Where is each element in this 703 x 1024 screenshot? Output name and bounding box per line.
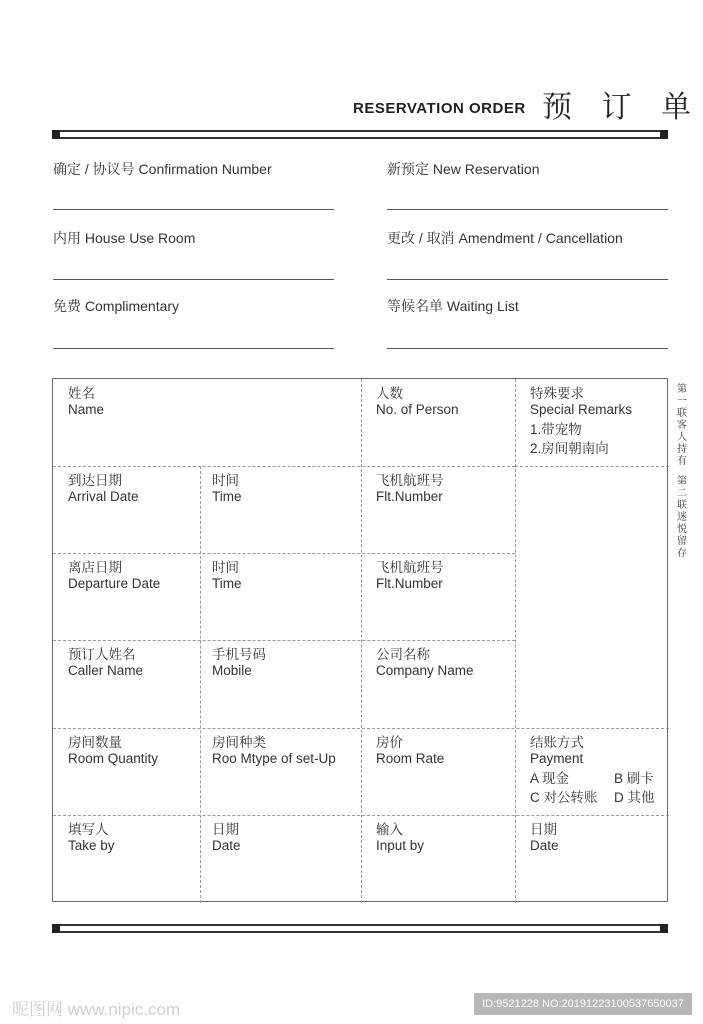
remarks-en: Special Remarks [530,402,633,417]
special-remarks-cell[interactable] [515,379,669,466]
room-rate-cell[interactable] [361,728,515,815]
amendment-cancellation-line[interactable] [387,279,668,280]
payment-cell[interactable] [515,728,669,815]
input-by-cn: 输入 [376,822,403,837]
arrival-date-cn: 到达日期 [68,473,122,488]
departure-flight-cell[interactable] [361,553,515,640]
room-rate-cn: 房价 [376,735,403,750]
taken-by-en: Take by [68,838,115,853]
payment-cn: 结账方式 [530,735,584,750]
name-en: Name [68,402,105,417]
waiting-list-line[interactable] [387,348,668,349]
date1-cn: 日期 [212,822,239,837]
date2-cell[interactable] [515,815,669,902]
company-en: Company Name [376,663,474,678]
room-qty-en: Room Quantity [68,751,159,766]
arrival-time-cn: 时间 [212,473,239,488]
departure-date-cell[interactable] [53,553,200,640]
company-cn: 公司名称 [376,647,430,662]
persons-cell[interactable] [361,379,515,466]
room-rate-en: Room Rate [376,751,445,766]
departure-flight-cn: 飞机航班号 [376,560,444,575]
persons-en: No. of Person [376,402,459,417]
remarks-cn: 特殊要求 [530,386,584,401]
payment-en: Payment [530,751,584,766]
reservation-table [52,378,668,902]
waiting-list-label: 等候名单 Waiting List [387,298,519,314]
payment-option-d[interactable]: D 其他 [614,790,655,805]
side-note-copy1: 第一联客人持有 [677,384,687,467]
payment-option-b[interactable]: B 刷卡 [614,771,654,786]
confirmation-number-label: 确定 / 协议号 Confirmation Number [53,161,272,177]
room-quantity-cell[interactable] [53,728,200,815]
room-type-cn: 房间种类 [212,735,266,750]
name-cn: 姓名 [68,386,95,401]
mobile-cell[interactable] [200,640,361,728]
payment-option-a[interactable]: A 现金 [530,771,570,786]
complimentary-line[interactable] [53,348,334,349]
amendment-cancellation-label: 更改 / 取消 Amendment / Cancellation [387,230,623,246]
arrival-time-en: Time [212,489,242,504]
taken-by-cell[interactable] [53,815,200,902]
arrival-date-cell[interactable] [53,466,200,553]
mobile-en: Mobile [212,663,252,678]
input-by-en: Input by [376,838,425,853]
room-type-en: Roo Mtype of set-Up [212,751,336,766]
remarks-item-2: 2.房间朝南向 [530,441,609,456]
arrival-time-cell[interactable] [200,466,361,553]
departure-flight-en: Flt.Number [376,576,443,591]
house-use-room-label: 内用 House Use Room [53,230,196,246]
departure-time-cn: 时间 [212,560,239,575]
watermark: 昵图网 www.nipic.com [12,1000,181,1019]
departure-date-cn: 离店日期 [68,560,122,575]
arrival-flight-en: Flt.Number [376,489,443,504]
top-rule [52,130,668,139]
side-note-copy2: 第二联迷悦留存 [677,476,687,559]
house-use-room-line[interactable] [53,279,334,280]
room-qty-cn: 房间数量 [68,735,122,750]
date2-cn: 日期 [530,822,557,837]
bottom-rule [52,924,668,933]
room-type-cell[interactable] [200,728,361,815]
confirmation-number-line[interactable] [53,209,334,210]
mobile-cn: 手机号码 [212,647,266,662]
caller-cn: 预订人姓名 [68,647,136,662]
remarks-item-1: 1.带宠物 [530,422,582,437]
arrival-date-en: Arrival Date [68,489,139,504]
name-cell[interactable] [53,379,361,466]
taken-by-cn: 填写人 [68,822,109,837]
departure-time-en: Time [212,576,242,591]
company-name-cell[interactable] [361,640,515,728]
title-en: RESERVATION ORDER [353,100,526,117]
date2-en: Date [530,838,559,853]
input-by-cell[interactable] [361,815,515,902]
arrival-flight-cn: 飞机航班号 [376,473,444,488]
date1-en: Date [212,838,241,853]
arrival-flight-cell[interactable] [361,466,515,553]
payment-option-c[interactable]: C 对公转账 [530,790,598,805]
title-cn: 预 订 单 [542,90,702,125]
image-id: ID:9521228 NO:20191223100537650037 [474,993,692,1015]
date1-cell[interactable] [200,815,361,902]
departure-time-cell[interactable] [200,553,361,640]
departure-date-en: Departure Date [68,576,161,591]
new-reservation-label: 新预定 New Reservation [387,161,540,177]
caller-en: Caller Name [68,663,144,678]
new-reservation-line[interactable] [387,209,668,210]
complimentary-label: 免费 Complimentary [53,298,180,314]
persons-cn: 人数 [376,386,403,401]
caller-name-cell[interactable] [53,640,200,728]
